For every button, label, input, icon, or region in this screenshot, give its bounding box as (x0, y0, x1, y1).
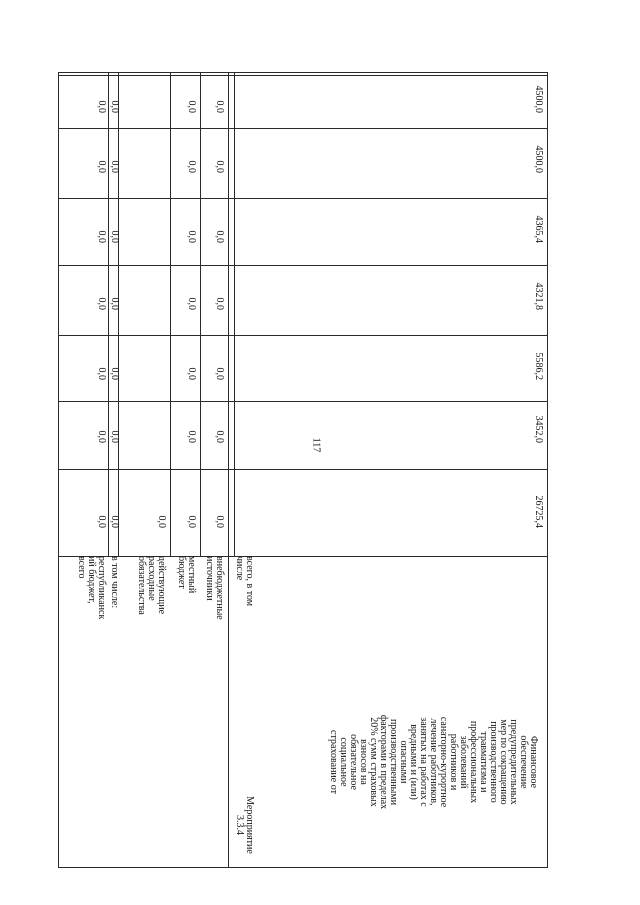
value-measure-3: 5586,2 (533, 352, 544, 380)
value-local-4: 0,0 (186, 297, 197, 310)
value-local-5: 0,0 (186, 230, 197, 243)
value-offbudget-1: 0,0 (214, 515, 225, 528)
value-incl-6: 0,0 (109, 160, 120, 173)
value-incl-4: 0,0 (109, 297, 120, 310)
value-local-3: 0,0 (186, 367, 197, 380)
value-measure-4: 4321,8 (533, 282, 544, 310)
measure-description: Финансовое обеспечение предупредительных мер по сокращению производственного травматизма и профессиональных заболеваний работников и санаторно-курортное лечение работников, занятых на работах с вредными и (или) опасными производственными факторами в пределах 20% сумм страховых взносов на обязательное социальное страхование от (328, 714, 539, 810)
value-incl-3: 0,0 (109, 367, 120, 380)
value-local-7: 0,0 (186, 100, 197, 113)
value-current-obligations-1: 0,0 (156, 515, 167, 528)
value-republican-7: 0,0 (96, 100, 107, 113)
value-offbudget-5: 0,0 (214, 230, 225, 243)
value-republican-5: 0,0 (96, 230, 107, 243)
value-measure-7: 4500,0 (533, 85, 544, 113)
row-label-incl: в том числе: (109, 556, 120, 609)
measure-id: Мероприятие 3.3.4 (234, 796, 255, 854)
value-offbudget-2: 0,0 (214, 430, 225, 443)
value-republican-6: 0,0 (96, 160, 107, 173)
row-label-republican: республиканск ий бюджет, всего (76, 556, 107, 620)
value-measure-5: 4365,4 (533, 215, 544, 243)
value-incl-5: 0,0 (109, 230, 120, 243)
value-local-2: 0,0 (186, 430, 197, 443)
row-label-offbudget: внебюджетные источники (204, 556, 225, 620)
page-number: 117 (310, 437, 322, 453)
value-local-6: 0,0 (186, 160, 197, 173)
value-measure-2: 3452,0 (533, 415, 544, 443)
row-label-local: местный бюджет (176, 556, 197, 594)
value-measure-6: 4500,0 (533, 145, 544, 173)
value-measure-1: 26725,4 (533, 495, 544, 528)
value-local-1: 0,0 (186, 515, 197, 528)
value-offbudget-7: 0,0 (214, 100, 225, 113)
value-incl-7: 0,0 (109, 100, 120, 113)
value-republican-1: 0,0 (96, 515, 107, 528)
value-incl-1: 0,0 (109, 515, 120, 528)
value-offbudget-4: 0,0 (214, 297, 225, 310)
measure-source-label: всего, в том числе (234, 556, 255, 607)
value-offbudget-3: 0,0 (214, 367, 225, 380)
value-incl-2: 0,0 (109, 430, 120, 443)
value-republican-3: 0,0 (96, 367, 107, 380)
value-republican-2: 0,0 (96, 430, 107, 443)
row-label-current-obligations: действующие расходные обязательства (136, 556, 167, 615)
value-offbudget-6: 0,0 (214, 160, 225, 173)
value-republican-4: 0,0 (96, 297, 107, 310)
